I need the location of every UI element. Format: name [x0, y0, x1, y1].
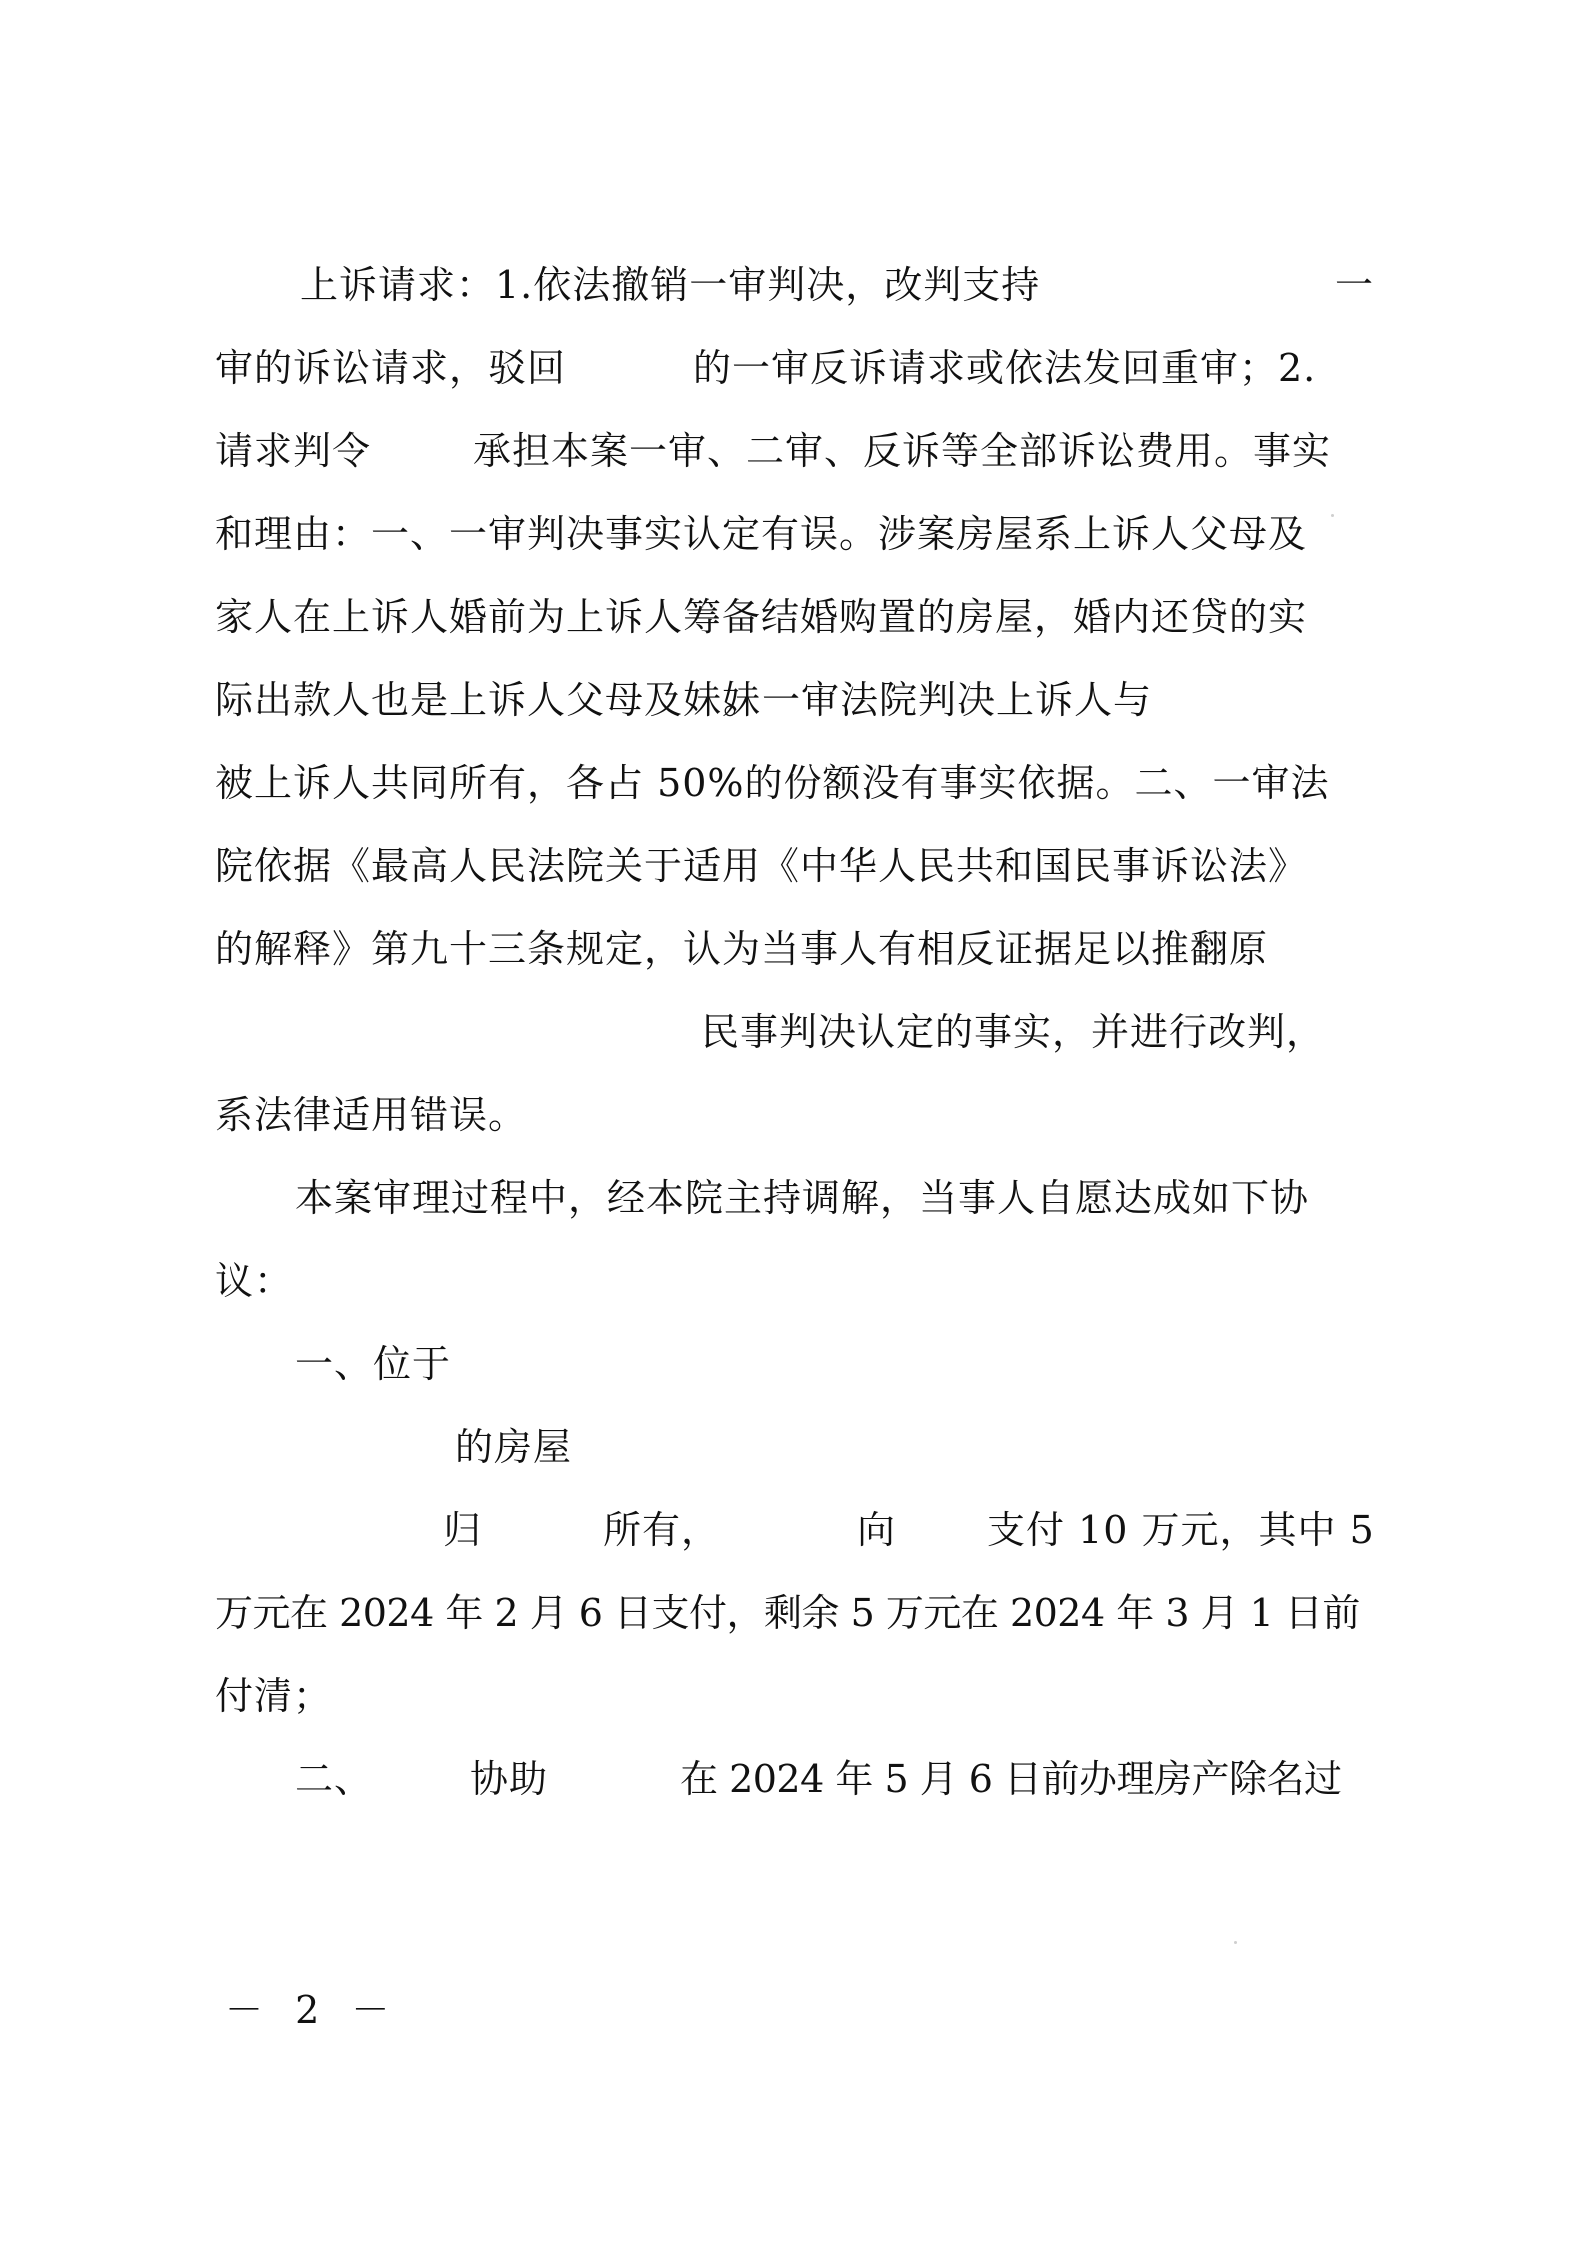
text-line [215, 1168, 1375, 1228]
agreement-item-1-heading: 一、位于 [295, 1342, 452, 1386]
text-line [215, 1002, 1375, 1062]
text-line [215, 504, 1375, 564]
text-fragment: 归 [443, 1508, 483, 1552]
text-fragment: 民事判决认定的事实，并进行改判， [701, 1010, 1326, 1054]
text-line [215, 1583, 1375, 1643]
text-line [215, 1500, 1375, 1560]
page-number: － 2 － [225, 1988, 400, 2032]
text-fragment: 。一审法院判决上诉人与 [723, 678, 1153, 722]
text-fragment: 承担本案一审、二审、反诉等全部诉讼费用。事实 [473, 429, 1332, 473]
text-line [215, 587, 1375, 647]
text-line [215, 255, 1375, 315]
text-line [215, 753, 1375, 813]
text-line [215, 919, 1375, 979]
text-fragment: 议： [215, 1259, 294, 1303]
text-fragment: 院依据《最高人民法院关于适用《中华人民共和国民事诉讼法》 [215, 844, 1308, 888]
text-line [215, 1749, 1375, 1809]
text-fragment: 在 2024 年 5 月 6 日前办理房产除名过 [680, 1757, 1342, 1801]
text-fragment: 请求判令 [215, 429, 372, 473]
scan-speck [1331, 514, 1334, 517]
text-fragment: 际出款人也是上诉人父母及妹妹 [215, 678, 762, 722]
text-line [215, 836, 1375, 896]
text-fragment: 向 [857, 1508, 897, 1552]
text-fragment: 万元在 2024 年 2 月 6 日支付，剩余 5 万元在 2024 年 3 月 1 日前 [215, 1591, 1360, 1635]
text-fragment: 被上诉人共同所有，各占 50%的份额没有事实依据。二、一审法 [215, 761, 1330, 805]
agreement-item-2-heading: 二、 [295, 1757, 374, 1801]
text-fragment: 的解释》第九十三条规定，认为当事人有相反证据足以推翻原 [215, 927, 1269, 971]
text-fragment: 和理由：一、一审判决事实认定有误。涉案房屋系上诉人父母及 [215, 512, 1308, 556]
text-fragment: 支付 10 万元，其中 5 [987, 1508, 1375, 1552]
text-line [215, 1666, 1375, 1726]
text-line [215, 1334, 1375, 1394]
text-fragment: 的一审反诉请求或依法发回重审；2. [693, 346, 1317, 390]
text-line [215, 1251, 1375, 1311]
appeal-request-text: 上诉请求：1.依法撤销一审判决，改判支持 [300, 263, 1041, 307]
text-fragment: 付清； [215, 1674, 333, 1718]
text-fragment: 协助 [470, 1757, 549, 1801]
text-fragment: 系法律适用错误。 [215, 1093, 528, 1137]
text-line [215, 421, 1375, 481]
text-line [215, 1417, 1375, 1477]
text-fragment: 家人在上诉人婚前为上诉人筹备结婚购置的房屋，婚内还贷的实 [215, 595, 1308, 639]
text-fragment: 审的诉讼请求，驳回 [215, 346, 567, 390]
mediation-intro-text: 本案审理过程中，经本院主持调解，当事人自愿达成如下协 [295, 1176, 1310, 1220]
text-fragment: 所有， [603, 1508, 721, 1552]
text-fragment: 一 [1335, 263, 1375, 307]
text-line [215, 670, 1375, 730]
text-line [215, 338, 1375, 398]
text-line [215, 1085, 1375, 1145]
text-fragment: 的房屋 [455, 1425, 573, 1469]
scan-speck [1234, 1941, 1237, 1944]
